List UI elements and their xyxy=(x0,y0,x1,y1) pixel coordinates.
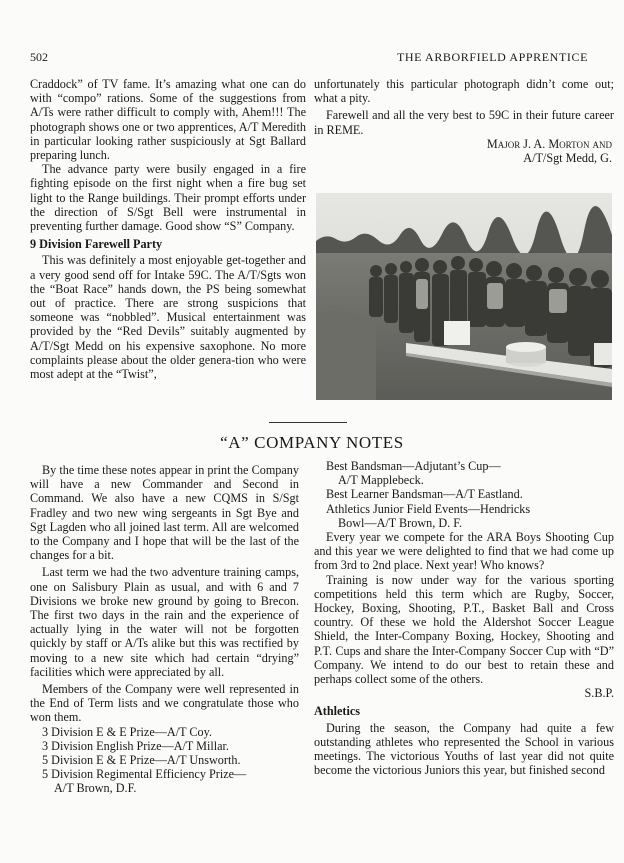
paragraph: Farewell and all the very best to 59C in their future career in REME. xyxy=(314,108,614,137)
list-item: Best Bandsman—Adjutant’s Cup— xyxy=(326,459,501,473)
list-item: 5 Division Regimental Efficiency Prize— xyxy=(42,767,247,782)
section-divider xyxy=(269,422,347,423)
paragraph: By the time these notes appear in print the Company will have a new Commander and Second in Command. We also have a new CQMS in S/Sgt Fradley and two new wing sergeants in Sgt Bye and Sgt Lagden who all joined last term. All are welcomed to the Company and I hope that will be the last of the changes for a bit. xyxy=(30,463,299,563)
list-item: Best Learner Bandsman—A/T Eastland. xyxy=(326,487,523,502)
subheading: Athletics xyxy=(314,704,361,719)
running-header-title: THE ARBORFIELD APPRENTICE xyxy=(396,50,588,64)
paragraph: Last term we had the two adventure training camps, one on Salisbury Plain as usual, and with 6 and 7 Divisions we broke new ground by going to Brecon. The first two days in the rain and the experience of actually lying in the water will not be forgotten quickly by staff or A/Ts alike but this was rectified by moving to a new site which had certain “drying” facilities which were appreciated by all. xyxy=(30,565,299,679)
list-item: Athletics Junior Field Events—Hendricks xyxy=(326,501,531,516)
signature-line: A/T/Sgt Medd, G. xyxy=(523,151,612,166)
list-item: 3 Division English Prize—A/T Millar. xyxy=(42,738,229,753)
list-item-continuation: A/T Mapplebeck. xyxy=(338,473,424,488)
section-title: “A” COMPANY NOTES xyxy=(220,433,404,452)
page-number: 502 xyxy=(30,50,48,64)
list-item: 5 Division E & E Prize—A/T Unsworth. xyxy=(42,753,241,768)
bottom-right-column xyxy=(314,459,614,777)
author-initials: S.B.P. xyxy=(584,686,614,701)
subheading: 9 Division Farewell Party xyxy=(30,237,163,252)
photograph-image xyxy=(316,193,612,400)
paragraph: The advance party were busily engaged in a fire fighting episode on the first night when a fire bug set light to the Range buildings. Their prompt efforts under the direction of S/Sgt Bell were instrumental in preventing further damage. Good show “S” Company. xyxy=(30,162,306,234)
top-left-column xyxy=(30,77,306,381)
list-item-continuation: Bowl—A/T Brown, D. F. xyxy=(338,515,463,530)
paragraph: Training is now under way for the various sporting competitions held this term which are Rugby, Soccer, Hockey, Boxing, Shooting, P.T., Basket Ball and Cross country. Of these we hold the Aldershot Soccer League Shield, the Inter-Company Boxing, Hockey, Shooting and P.T. Cups and share the Inter-Company Soccer Cup with “D” Company. We intend to do our best to retain these and perhaps collect some of the others. xyxy=(314,572,614,687)
photograph xyxy=(316,193,612,400)
top-right-column xyxy=(314,77,614,165)
paragraph: unfortunately this particular photograph didn’t come out; what a pity. xyxy=(314,77,614,106)
paragraph: Members of the Company were well represented in the End of Term lists and we congratulate those who won them. xyxy=(30,682,299,725)
paragraph: Craddock” of TV fame. It’s amazing what one can do with “compo” rations. Some of the suggestions from A/Ts were rather difficult to comply with, Ahem!!! The photograph shows one or two apprentices, A/T Meredith in particular looking rather suspiciously at Sgt Ballard preparing lunch. xyxy=(30,77,306,163)
bottom-left-column xyxy=(30,463,299,796)
signature-line: Major J. A. Morton and xyxy=(486,136,612,151)
list-item: 3 Division E & E Prize—A/T Coy. xyxy=(42,724,212,739)
paragraph: Every year we compete for the ARA Boys Shooting Cup and this year we were delighted to find that we had come up from 3rd to 2nd place. Next year! Who knows? xyxy=(314,530,614,573)
paragraph: This was definitely a most enjoyable get-together and a very good send off for Intake 59C. The A/T/Sgts won the “Boat Race” hands down, the PS being somewhat out of practice. There are strong suspicions that someone was “nobbled”. Musical entertainment was provided by the “Red Devils” suitably augmented by A/T/Sgt Medd on his expensive saxophone. No more complaints please about the older genera-tion who were most adept at the “Twist”, xyxy=(30,253,306,382)
list-item-continuation: A/T Brown, D.F. xyxy=(54,781,137,796)
paragraph: During the season, the Company had quite a few outstanding athletes who represented the School in various meetings. The victorious Youths of last year did not quite become the victorious Juniors this year, but finished second xyxy=(314,720,614,778)
